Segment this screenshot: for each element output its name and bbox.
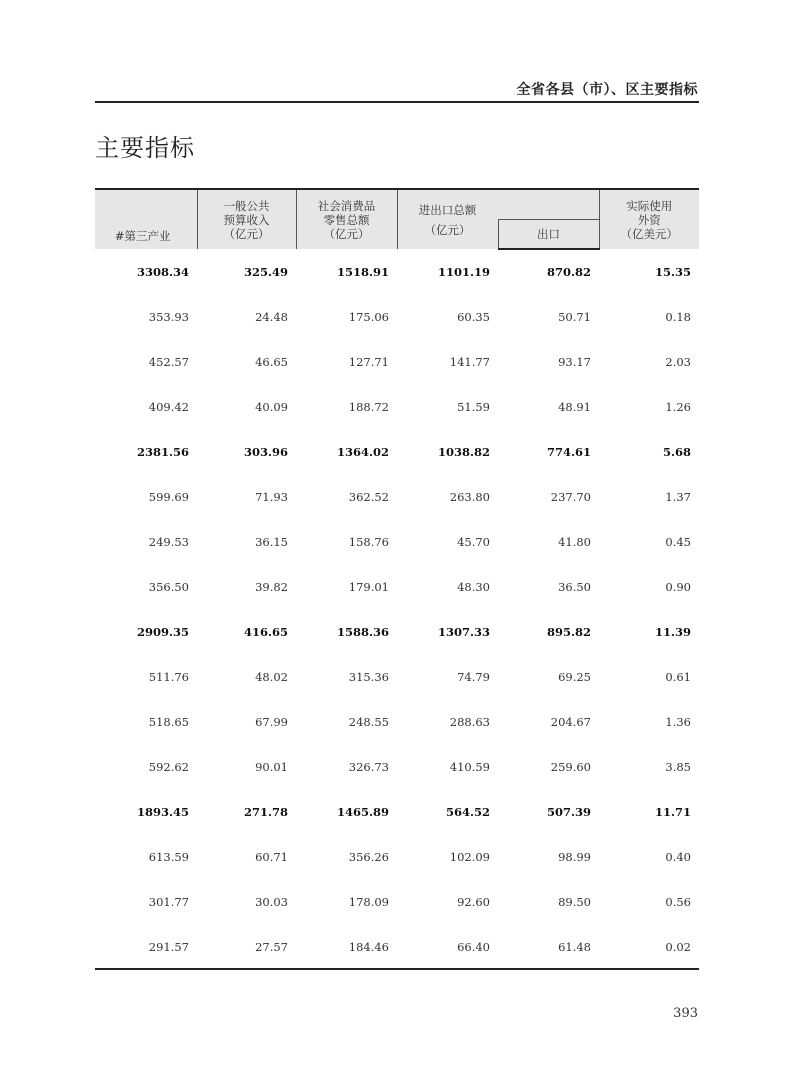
table-row [95, 384, 699, 429]
table-cell: 11.71 [654, 804, 691, 819]
col-header-retail-line1: 社会消费品 [317, 198, 376, 213]
table-row [95, 474, 699, 519]
col-header-fiscal-line2: 预算收入 [223, 212, 270, 227]
table-cell: 511.76 [148, 669, 189, 684]
table-row [95, 789, 699, 834]
table-cell: 141.77 [449, 354, 490, 369]
table-cell: 895.82 [546, 624, 591, 639]
col-header-fiscal-unit: （亿元） [223, 226, 270, 241]
table-cell: 0.56 [665, 894, 691, 909]
col-header-retail-line2: 零售总额 [323, 212, 370, 227]
table-cell: 2381.56 [136, 444, 189, 459]
table-cell: 353.93 [148, 309, 189, 324]
table-cell: 30.03 [255, 894, 288, 909]
table-cell: 36.50 [558, 579, 591, 594]
table-row [95, 924, 699, 969]
table-cell: 48.91 [558, 399, 591, 414]
table-cell: 60.71 [255, 849, 288, 864]
table-cell: 1.37 [665, 489, 691, 504]
table-cell: 24.48 [255, 309, 288, 324]
table-cell: 518.65 [148, 714, 189, 729]
table-row [95, 744, 699, 789]
table-cell: 61.48 [558, 939, 591, 954]
col-header-retail-sales [296, 189, 397, 249]
table-cell: 15.35 [654, 264, 691, 279]
table-cell: 36.15 [255, 534, 288, 549]
table-row [95, 834, 699, 879]
col-header-fdi [599, 189, 699, 249]
table-cell: 11.39 [654, 624, 691, 639]
table-cell: 325.49 [243, 264, 288, 279]
table-cell: 1364.02 [336, 444, 389, 459]
table-cell: 0.90 [665, 579, 691, 594]
table-cell: 48.02 [255, 669, 288, 684]
table-cell: 89.50 [558, 894, 591, 909]
table-cell: 362.52 [348, 489, 389, 504]
page-heading: 主要指标 [95, 134, 195, 162]
table-cell: 2.03 [665, 354, 691, 369]
table-row [95, 339, 699, 384]
table-cell: 66.40 [457, 939, 490, 954]
table-cell: 27.57 [255, 939, 288, 954]
table-cell: 592.62 [148, 759, 189, 774]
table-cell: 184.46 [348, 939, 389, 954]
table-cell: 301.77 [148, 894, 189, 909]
table-cell: 158.76 [348, 534, 389, 549]
table-cell: 410.59 [449, 759, 490, 774]
col-header-fiscal-revenue [197, 189, 296, 249]
table-cell: 356.26 [348, 849, 389, 864]
table-cell: 2909.35 [136, 624, 189, 639]
table-cell: 416.65 [243, 624, 288, 639]
table-cell: 60.35 [457, 309, 490, 324]
table-cell: 356.50 [148, 579, 189, 594]
table-cell: 204.67 [550, 714, 591, 729]
table-cell: 48.30 [457, 579, 490, 594]
top-rule [95, 101, 699, 103]
table-cell: 1.36 [665, 714, 691, 729]
table-cell: 98.99 [558, 849, 591, 864]
table-cell: 291.57 [148, 939, 189, 954]
table-cell: 175.06 [348, 309, 389, 324]
table-cell: 599.69 [148, 489, 189, 504]
table-row [95, 564, 699, 609]
table-cell: 613.59 [148, 849, 189, 864]
table-cell: 248.55 [348, 714, 389, 729]
table-cell: 1588.36 [336, 624, 389, 639]
table-cell: 50.71 [558, 309, 591, 324]
col-header-fdi-unit: （亿美元） [620, 226, 678, 241]
table-cell: 452.57 [148, 354, 189, 369]
table-row [95, 699, 699, 744]
table-cell: 288.63 [449, 714, 490, 729]
table-cell: 564.52 [445, 804, 490, 819]
table-cell: 237.70 [550, 489, 591, 504]
table-cell: 40.09 [255, 399, 288, 414]
table-cell: 39.82 [255, 579, 288, 594]
page-number: 393 [673, 1006, 698, 1021]
table-cell: 249.53 [148, 534, 189, 549]
table-cell: 93.17 [558, 354, 591, 369]
table-cell: 1307.33 [437, 624, 490, 639]
table-cell: 69.25 [558, 669, 591, 684]
col-header-tertiary: #第三产业 [95, 189, 197, 249]
table-cell: 90.01 [255, 759, 288, 774]
table-row [95, 879, 699, 924]
table-body [95, 249, 699, 969]
table-cell: 315.36 [348, 669, 389, 684]
table-row [95, 609, 699, 654]
table-cell: 1.26 [665, 399, 691, 414]
table-cell: 303.96 [243, 444, 288, 459]
table-row [95, 654, 699, 699]
table-cell: 3308.34 [136, 264, 189, 279]
table-cell: 67.99 [255, 714, 288, 729]
table-cell: 263.80 [449, 489, 490, 504]
table-row [95, 429, 699, 474]
table-cell: 1101.19 [437, 264, 490, 279]
table-cell: 3.85 [665, 759, 691, 774]
table-cell: 259.60 [550, 759, 591, 774]
table-cell: 102.09 [449, 849, 490, 864]
table-cell: 1038.82 [437, 444, 490, 459]
table-row [95, 249, 699, 294]
col-header-fiscal-line1: 一般公共 [223, 198, 270, 213]
table-cell: 188.72 [348, 399, 389, 414]
section-title: 全省各县（市）、区主要指标 [516, 82, 698, 98]
table-cell: 0.40 [665, 849, 691, 864]
table-cell: 1893.45 [136, 804, 189, 819]
table-cell: 41.80 [558, 534, 591, 549]
table-cell: 45.70 [457, 534, 490, 549]
table-cell: 0.45 [665, 534, 691, 549]
table-cell: 71.93 [255, 489, 288, 504]
table-cell: 0.18 [665, 309, 691, 324]
table-cell: 409.42 [148, 399, 189, 414]
table-cell: 0.02 [665, 939, 691, 954]
table-cell: 74.79 [457, 669, 490, 684]
table-cell: 507.39 [546, 804, 591, 819]
col-header-trade-unit: （亿元） [424, 222, 471, 237]
col-header-fdi-line1: 实际使用 [626, 198, 673, 213]
col-header-export: 出口 [498, 219, 599, 249]
table-cell: 326.73 [348, 759, 389, 774]
table-header [95, 189, 699, 249]
table-cell: 46.65 [255, 354, 288, 369]
col-header-trade-total [397, 189, 498, 249]
table-cell: 5.68 [662, 444, 691, 459]
table-cell: 1518.91 [336, 264, 389, 279]
col-header-fdi-line2: 外资 [637, 212, 661, 227]
table-row [95, 294, 699, 339]
col-header-trade-line1: 进出口总额 [418, 202, 477, 217]
table-cell: 0.61 [665, 669, 691, 684]
table-row [95, 519, 699, 564]
table-cell: 92.60 [457, 894, 490, 909]
bottom-rule [95, 968, 699, 970]
col-header-retail-unit: （亿元） [323, 226, 370, 241]
table-cell: 774.61 [546, 444, 591, 459]
table-cell: 870.82 [546, 265, 591, 279]
table-cell: 127.71 [348, 354, 389, 369]
table-cell: 51.59 [457, 399, 490, 414]
table-cell: 271.78 [243, 804, 288, 819]
indicators-table [95, 188, 699, 969]
table-cell: 178.09 [348, 894, 389, 909]
col-header-trade-span [498, 189, 599, 219]
table-cell: 179.01 [348, 579, 389, 594]
table-cell: 1465.89 [336, 804, 389, 819]
